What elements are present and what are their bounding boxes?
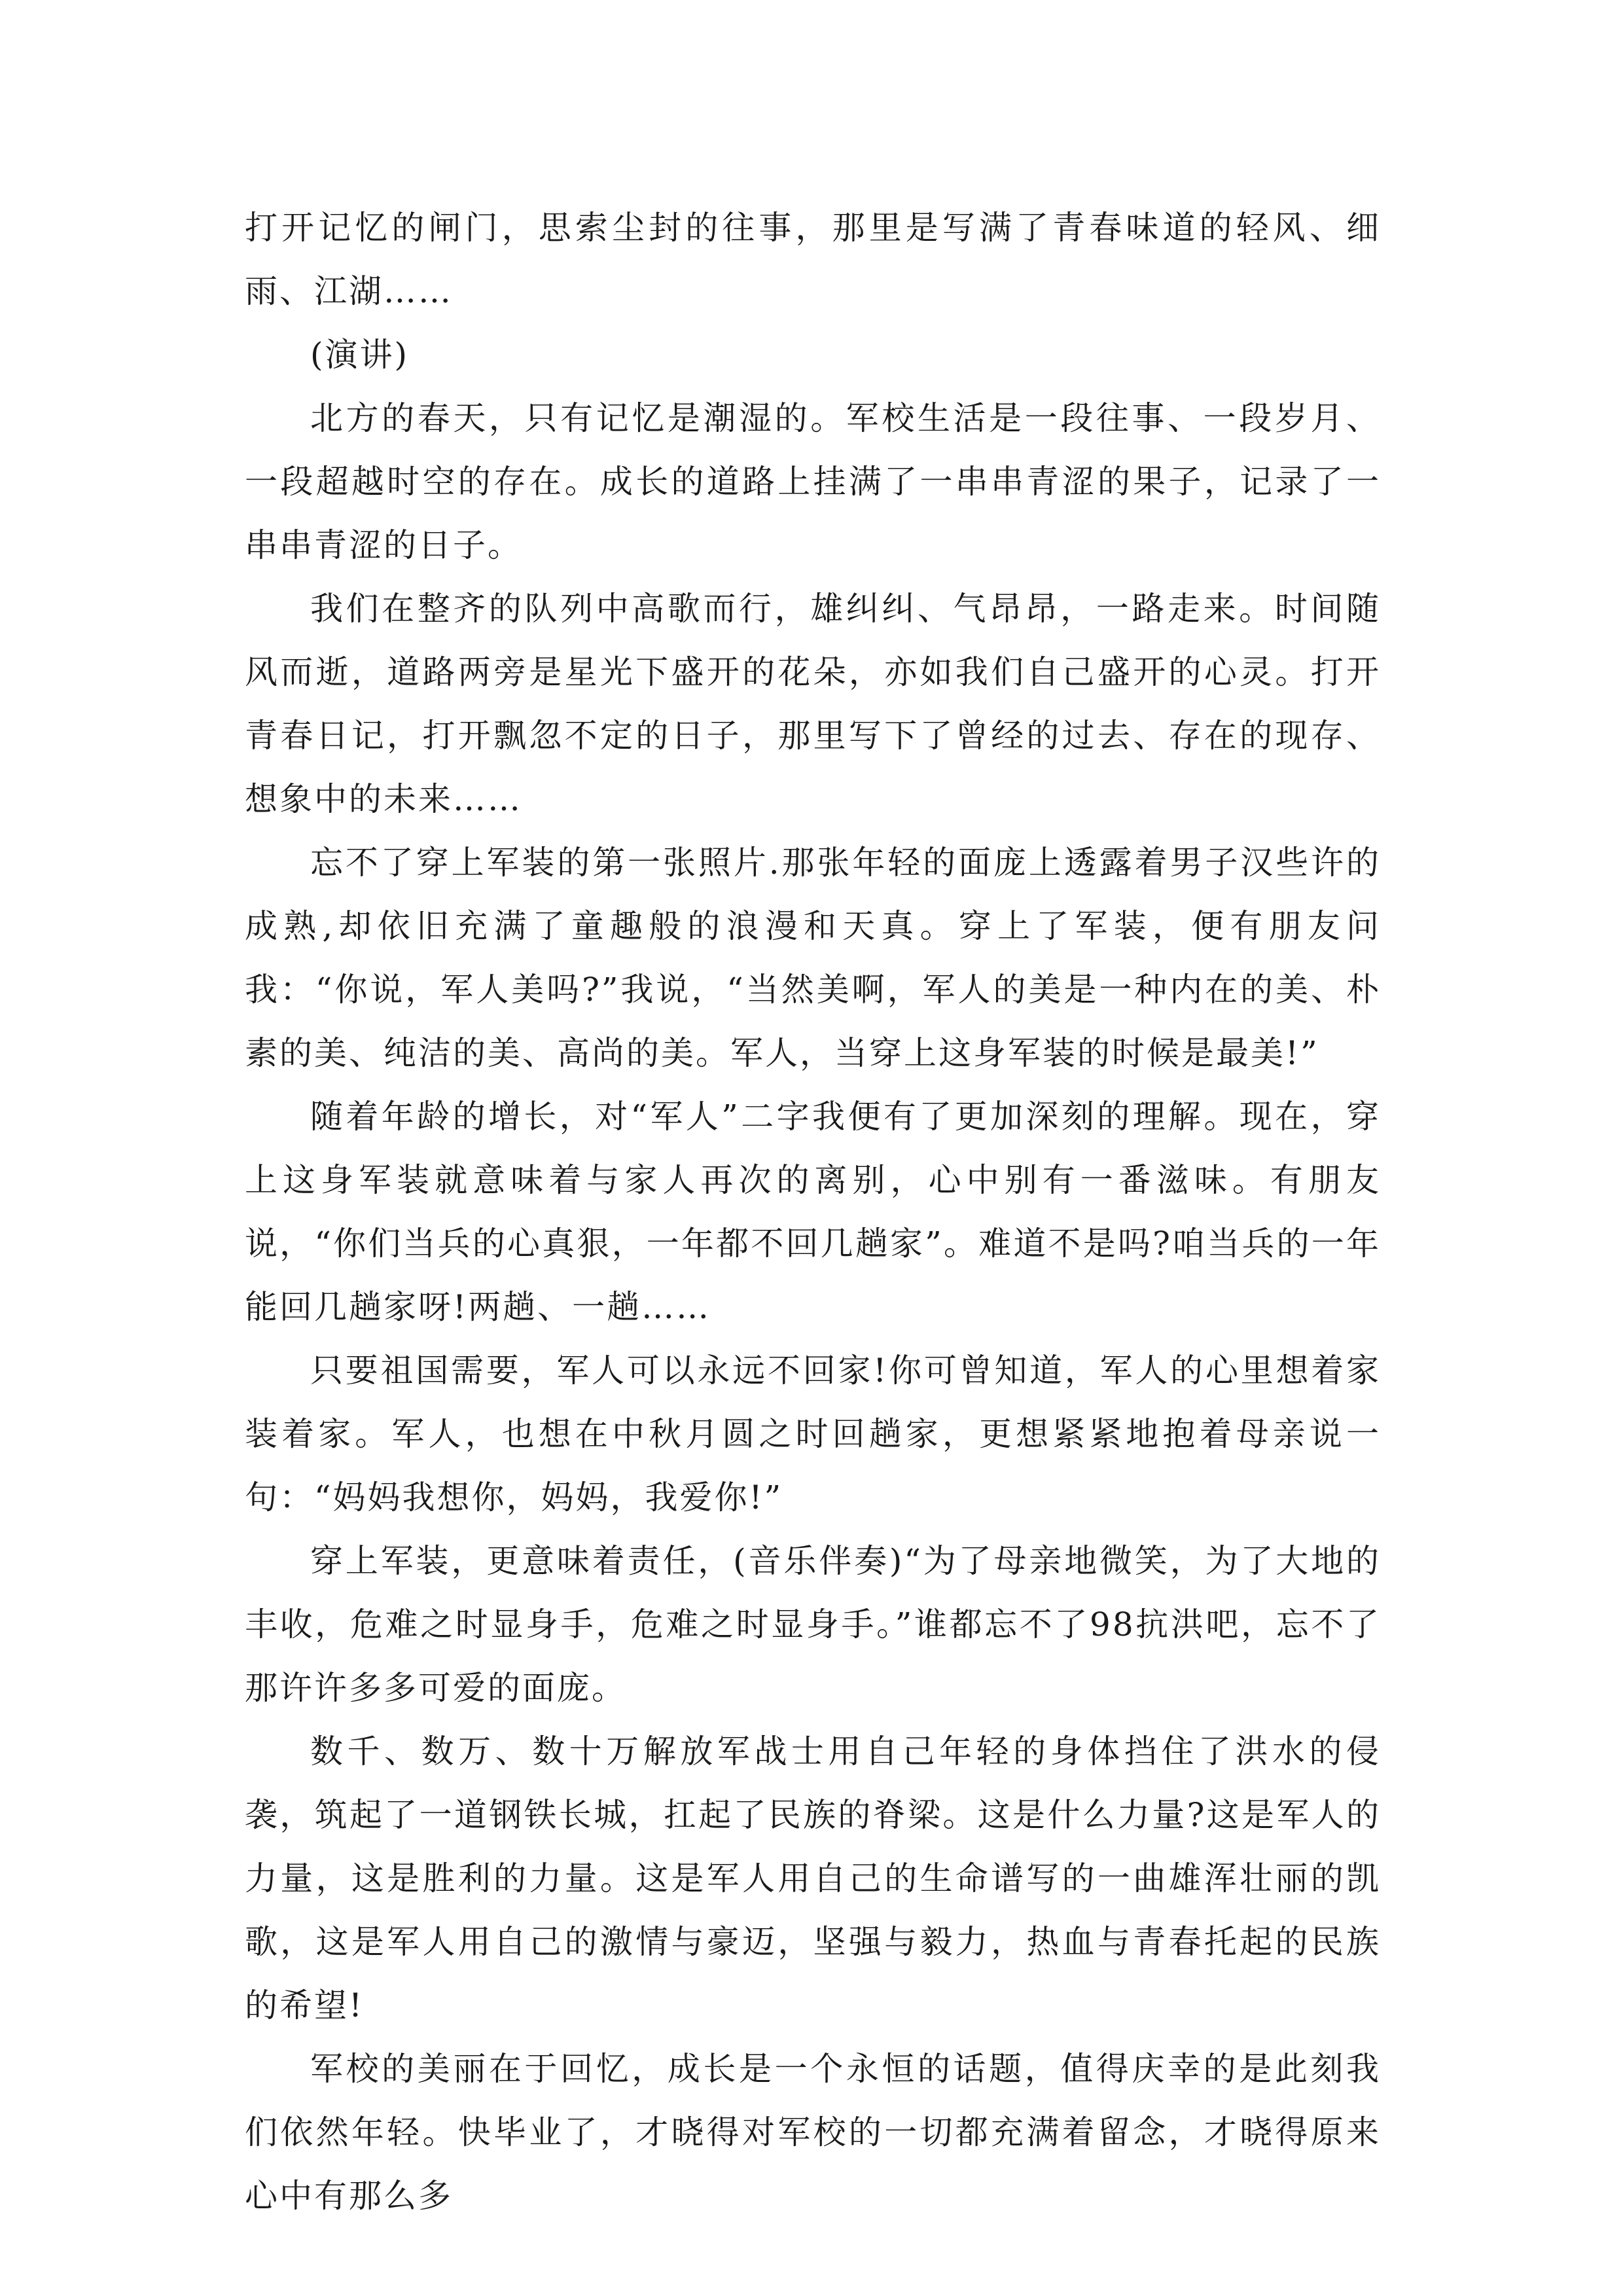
paragraph-9: 数千、数万、数十万解放军战士用自己年轻的身体挡住了洪水的侵袭，筑起了一道钢铁长城，扛起了民族的脊梁。这是什么力量?这是军人的力量，这是胜利的力量。这是军人用自己的生命谱写的一曲雄浑壮丽的凯歌，这是军人用自己的激情与豪迈，坚强与毅力，热血与青春托起的民族的希望! [245,1732,1381,2024]
paragraph-7: 只要祖国需要，军人可以永远不回家!你可曾知道，军人的心里想着家装着家。军人，也想在中秋月圆之时回趟家，更想紧紧地抱着母亲说一句：“妈妈我想你，妈妈，我爱你!” [245,1352,1381,1516]
paragraph-5: 忘不了穿上军装的第一张照片.那张年轻的面庞上透露着男子汉些许的成熟,却依旧充满了童趣般的浪漫和天真。穿上了军装，便有朋友问我：“你说，军人美吗?”我说，“当然美啊，军人的美是一种内在的美、朴素的美、纯洁的美、高尚的美。军人，当穿上这身军装的时候是最美!” [245,844,1381,1072]
document-body [245,196,1381,2228]
paragraph-4: 我们在整齐的队列中高歌而行，雄纠纠、气昂昂，一路走来。时间随风而逝，道路两旁是星光下盛开的花朵，亦如我们自己盛开的心灵。打开青春日记，打开飘忽不定的日子，那里写下了曾经的过去、存在的现存、想象中的未来…… [245,590,1381,818]
paragraph-10: 军校的美丽在于回忆，成长是一个永恒的话题，值得庆幸的是此刻我们依然年轻。快毕业了，才晓得对军校的一切都充满着留念，才晓得原来心中有那么多 [245,2050,1381,2215]
paragraph-8: 穿上军装，更意味着责任，(音乐伴奏)“为了母亲地微笑，为了大地的丰收，危难之时显身手，危难之时显身手。”谁都忘不了98抗洪吧，忘不了那许许多多可爱的面庞。 [245,1542,1381,1707]
paragraph-1: 打开记忆的闸门，思索尘封的往事，那里是写满了青春味道的轻风、细雨、江湖…… [245,209,1381,310]
paragraph-6: 随着年龄的增长，对“军人”二字我便有了更加深刻的理解。现在，穿上这身军装就意味着与家人再次的离别，心中别有一番滋味。有朋友说，“你们当兵的心真狠，一年都不回几趟家”。难道不是吗?咱当兵的一年能回几趟家呀!两趟、一趟…… [245,1098,1381,1326]
paragraph-2: (演讲) [310,336,410,374]
paragraph-3: 北方的春天，只有记忆是潮湿的。军校生活是一段往事、一段岁月、一段超越时空的存在。成长的道路上挂满了一串串青涩的果子，记录了一串串青涩的日子。 [245,399,1381,564]
